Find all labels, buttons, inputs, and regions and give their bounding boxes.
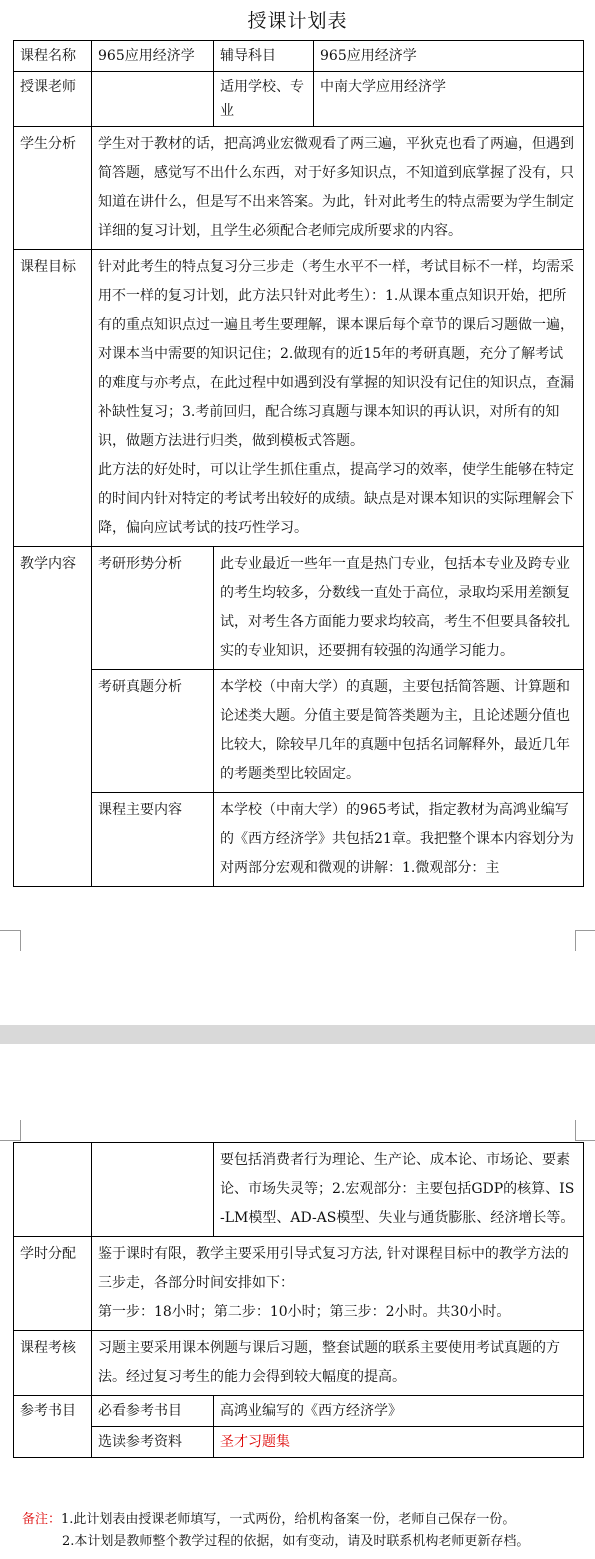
crop-mark-bottom-left xyxy=(0,930,21,951)
course-name-label: 课程名称 xyxy=(14,41,92,72)
teacher-label: 授课老师 xyxy=(14,72,92,127)
row-hours xyxy=(14,1237,584,1331)
note-line-1 xyxy=(22,1509,582,1531)
content-item-text: 本学校（中南大学）的965考试，指定教材为高鸿业编写的《西方经济学》共包括21章。我把整个课本内容划分为对两部分宏观和微观的讲解：1.微观部分：主 xyxy=(214,793,584,887)
content-item-name: 考研形势分析 xyxy=(92,547,214,670)
goal-cell xyxy=(92,250,584,547)
page-title: 授课计划表 xyxy=(247,10,348,32)
analysis-text: 学生对于教材的话，把高鸿业宏微观看了两三遍，平狄克也看了两遍，但遇到简答题，感觉写不出什么东西，对于好多知识点，不知道到底掌握了没有，只知道在讲什么，但是写不出来答案。为此，针对此考生的特点需要为学生制定详细的复习计划，且学生必须配合老师完成所要求的内容。 xyxy=(92,127,584,250)
references-label: 参考书目 xyxy=(14,1396,92,1458)
teacher-value xyxy=(92,72,214,127)
optional-ref-label: 选读参考资料 xyxy=(92,1427,214,1458)
crop-mark-top-right xyxy=(575,1120,595,1141)
assessment-text: 习题主要采用课本例题与课后习题，整套试题的联系主要使用考试真题的方法。经过复习考生的能力会得到较大幅度的提高。 xyxy=(92,1331,584,1396)
row-content-exam xyxy=(14,670,584,793)
notes xyxy=(22,1509,582,1553)
plan-table-part2 xyxy=(13,1142,584,1458)
row-teacher xyxy=(14,72,584,127)
row-course-name xyxy=(14,41,584,72)
crop-mark-bottom-right xyxy=(575,930,595,951)
plan-table-part1 xyxy=(13,40,584,887)
hours-label: 学时分配 xyxy=(14,1237,92,1331)
school-value: 中南大学应用经济学 xyxy=(314,72,584,127)
empty-cell xyxy=(92,1143,214,1237)
row-assessment xyxy=(14,1331,584,1396)
note-text-1: 1.此计划表由授课老师填写，一式两份，给机构备案一份，老师自己保存一份。 xyxy=(61,1512,516,1527)
row-content-main xyxy=(14,793,584,887)
content-item-text: 本学校（中南大学）的真题，主要包括简答题、计算题和论述类大题。分值主要是简答类题为主，且论述题分值也比较大，除较早几年的真题中包括名词解释外，最近几年的考题类型比较固定。 xyxy=(214,670,584,793)
content-item-text: 此专业最近一些年一直是热门专业，包括本专业及跨专业的考生均较多，分数线一直处于高位，录取均采用差额复试，对考生各方面能力要求均较高，考生不但要具备较扎实的专业知识，还要拥有较强的沟通学习能力。 xyxy=(214,547,584,670)
row-content-main-cont xyxy=(14,1143,584,1237)
goal-label: 课程目标 xyxy=(14,250,92,547)
content-item-text-cont: 要包括消费者行为理论、生产论、成本论、市场论、要素论、市场失灵等；2.宏观部分：主要包括GDP的核算、IS-LM模型、AD-AS模型、失业与通货膨胀、经济增长等。 xyxy=(214,1143,584,1237)
note-line-2: 2.本计划是教师整个教学过程的依据，如有变动，请及时联系机构老师更新存档。 xyxy=(62,1534,530,1549)
analysis-label: 学生分析 xyxy=(14,127,92,250)
optional-ref-value: 圣才习题集 xyxy=(214,1427,584,1458)
goal-text-1: 针对此考生的特点复习分三步走（考生水平不一样，考试目标不一样，均需采用不一样的复习计划，此方法只针对此考生）：1.从课本重点知识开始，把所有的重点知识点过一遍且考生要理解，课本课后每个章节的课后习题做一遍，对课本当中需要的知识记住；2.做现有的近15年的考研真题，充分了解考试的难度与亦考点，在此过程中如遇到没有掌握的知识没有记住的知识点，查漏补缺性复习；3.考前回归，配合练习真题与课本知识的再认识，对所有的知识，做题方法进行归类，做到模板式答题。 xyxy=(98,259,574,449)
content-label: 教学内容 xyxy=(14,547,92,887)
page-separator xyxy=(0,1025,595,1044)
row-ref-required xyxy=(14,1396,584,1427)
empty-cell xyxy=(14,1143,92,1237)
required-ref-label: 必看参考书目 xyxy=(92,1396,214,1427)
subject-value: 965应用经济学 xyxy=(314,41,584,72)
hours-cell xyxy=(92,1237,584,1331)
content-item-name: 考研真题分析 xyxy=(92,670,214,793)
row-course-goal xyxy=(14,250,584,547)
content-item-name: 课程主要内容 xyxy=(92,793,214,887)
school-label: 适用学校、专业 xyxy=(214,72,314,127)
crop-mark-top-left xyxy=(0,1120,21,1141)
assessment-label: 课程考核 xyxy=(14,1331,92,1396)
row-content-situation xyxy=(14,547,584,670)
hours-text-1: 鉴于课时有限，教学主要采用引导式复习方法, 针对课程目标中的教学方法的三步走，各部分时间安排如下： xyxy=(98,1246,569,1291)
row-ref-optional xyxy=(14,1427,584,1458)
notes-label: 备注： xyxy=(22,1512,62,1527)
course-name-value: 965应用经济学 xyxy=(92,41,214,72)
subject-label: 辅导科目 xyxy=(214,41,314,72)
required-ref-value: 高鸿业编写的《西方经济学》 xyxy=(214,1396,584,1427)
hours-text-2: 第一步：18小时；第二步：10小时；第三步：2小时。共30小时。 xyxy=(98,1304,511,1320)
goal-text-2: 此方法的好处时，可以让学生抓住重点，提高学习的效率，使学生能够在特定的时间内针对特定的考试考出较好的成绩。缺点是对课本知识的实际理解会下降，偏向应试考试的技巧性学习。 xyxy=(98,462,574,536)
row-student-analysis xyxy=(14,127,584,250)
